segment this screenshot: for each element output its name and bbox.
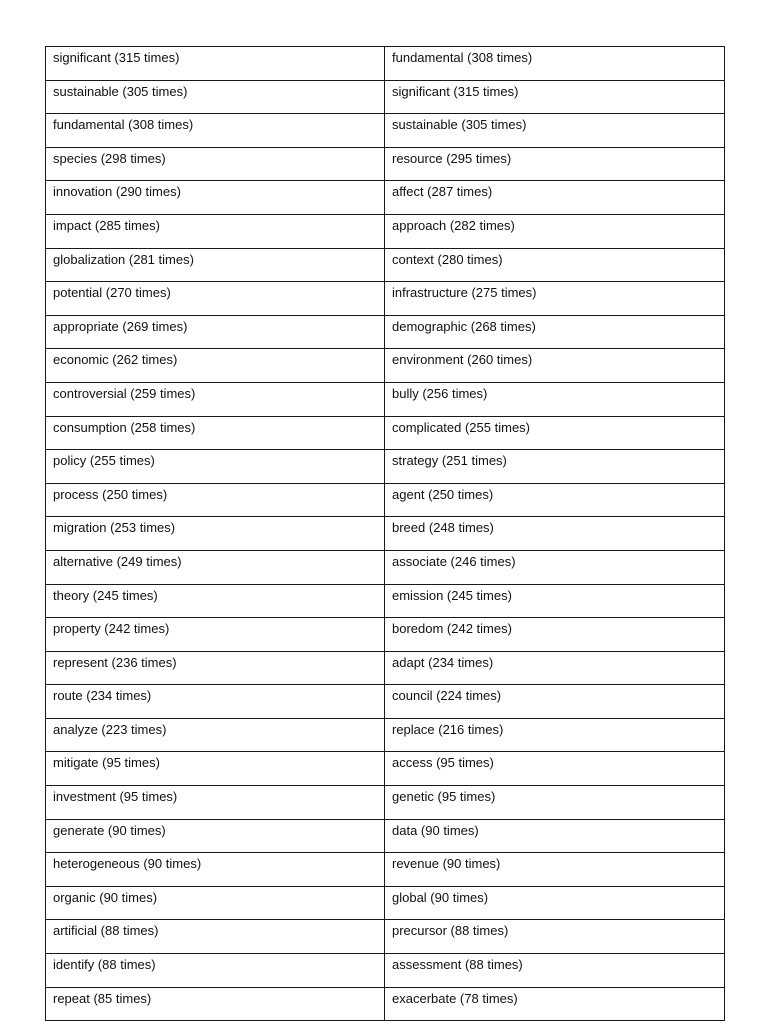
table-row <box>46 819 725 853</box>
word-cell-left: process (250 times) <box>46 483 385 517</box>
word-cell-right: adapt (234 times) <box>385 651 725 685</box>
word-cell-left: species (298 times) <box>46 147 385 181</box>
word-cell-right: associate (246 times) <box>385 550 725 584</box>
word-cell-right: emission (245 times) <box>385 584 725 618</box>
table-row <box>46 214 725 248</box>
word-cell-left: property (242 times) <box>46 618 385 652</box>
word-cell-left: artificial (88 times) <box>46 920 385 954</box>
table-row <box>46 315 725 349</box>
word-cell-right: boredom (242 times) <box>385 618 725 652</box>
word-cell-right: precursor (88 times) <box>385 920 725 954</box>
word-cell-left: repeat (85 times) <box>46 987 385 1021</box>
word-cell-left: consumption (258 times) <box>46 416 385 450</box>
table-body <box>46 47 725 1021</box>
table-row <box>46 47 725 81</box>
word-cell-right: council (224 times) <box>385 685 725 719</box>
table-row <box>46 382 725 416</box>
word-cell-right: sustainable (305 times) <box>385 114 725 148</box>
word-cell-left: policy (255 times) <box>46 450 385 484</box>
table-row <box>46 114 725 148</box>
table-row <box>46 752 725 786</box>
word-cell-left: migration (253 times) <box>46 517 385 551</box>
word-cell-left: organic (90 times) <box>46 886 385 920</box>
word-cell-right: strategy (251 times) <box>385 450 725 484</box>
word-cell-right: revenue (90 times) <box>385 853 725 887</box>
word-cell-left: alternative (249 times) <box>46 550 385 584</box>
word-cell-left: impact (285 times) <box>46 214 385 248</box>
word-cell-right: approach (282 times) <box>385 214 725 248</box>
table-row <box>46 718 725 752</box>
word-cell-left: potential (270 times) <box>46 282 385 316</box>
word-cell-right: global (90 times) <box>385 886 725 920</box>
word-cell-left: appropriate (269 times) <box>46 315 385 349</box>
table-row <box>46 483 725 517</box>
word-cell-right: access (95 times) <box>385 752 725 786</box>
word-cell-left: identify (88 times) <box>46 954 385 988</box>
word-cell-right: infrastructure (275 times) <box>385 282 725 316</box>
word-cell-left: fundamental (308 times) <box>46 114 385 148</box>
word-cell-left: globalization (281 times) <box>46 248 385 282</box>
table-row <box>46 517 725 551</box>
word-cell-right: context (280 times) <box>385 248 725 282</box>
word-cell-left: theory (245 times) <box>46 584 385 618</box>
word-cell-right: affect (287 times) <box>385 181 725 215</box>
table-row <box>46 282 725 316</box>
word-cell-left: innovation (290 times) <box>46 181 385 215</box>
word-cell-left: mitigate (95 times) <box>46 752 385 786</box>
word-cell-left: economic (262 times) <box>46 349 385 383</box>
table-row <box>46 181 725 215</box>
word-cell-right: fundamental (308 times) <box>385 47 725 81</box>
table-row <box>46 987 725 1021</box>
word-cell-left: route (234 times) <box>46 685 385 719</box>
word-cell-right: complicated (255 times) <box>385 416 725 450</box>
table-row <box>46 886 725 920</box>
word-cell-left: controversial (259 times) <box>46 382 385 416</box>
table-row <box>46 349 725 383</box>
word-cell-left: heterogeneous (90 times) <box>46 853 385 887</box>
word-frequency-table <box>45 46 725 1021</box>
table-row <box>46 618 725 652</box>
table-row <box>46 584 725 618</box>
table-row <box>46 416 725 450</box>
table-row <box>46 954 725 988</box>
table-row <box>46 450 725 484</box>
word-cell-right: demographic (268 times) <box>385 315 725 349</box>
table-row <box>46 920 725 954</box>
word-cell-left: significant (315 times) <box>46 47 385 81</box>
word-cell-right: significant (315 times) <box>385 80 725 114</box>
table-row <box>46 147 725 181</box>
table-row <box>46 550 725 584</box>
word-cell-left: generate (90 times) <box>46 819 385 853</box>
word-cell-right: environment (260 times) <box>385 349 725 383</box>
word-cell-right: breed (248 times) <box>385 517 725 551</box>
table-row <box>46 685 725 719</box>
word-cell-left: analyze (223 times) <box>46 718 385 752</box>
word-cell-left: sustainable (305 times) <box>46 80 385 114</box>
word-cell-right: replace (216 times) <box>385 718 725 752</box>
word-cell-right: genetic (95 times) <box>385 786 725 820</box>
word-cell-right: resource (295 times) <box>385 147 725 181</box>
word-cell-left: represent (236 times) <box>46 651 385 685</box>
word-cell-right: exacerbate (78 times) <box>385 987 725 1021</box>
word-cell-right: agent (250 times) <box>385 483 725 517</box>
table-row <box>46 80 725 114</box>
table-row <box>46 651 725 685</box>
table-row <box>46 786 725 820</box>
table-row <box>46 248 725 282</box>
word-cell-left: investment (95 times) <box>46 786 385 820</box>
table-row <box>46 853 725 887</box>
word-cell-right: bully (256 times) <box>385 382 725 416</box>
word-cell-right: assessment (88 times) <box>385 954 725 988</box>
word-cell-right: data (90 times) <box>385 819 725 853</box>
